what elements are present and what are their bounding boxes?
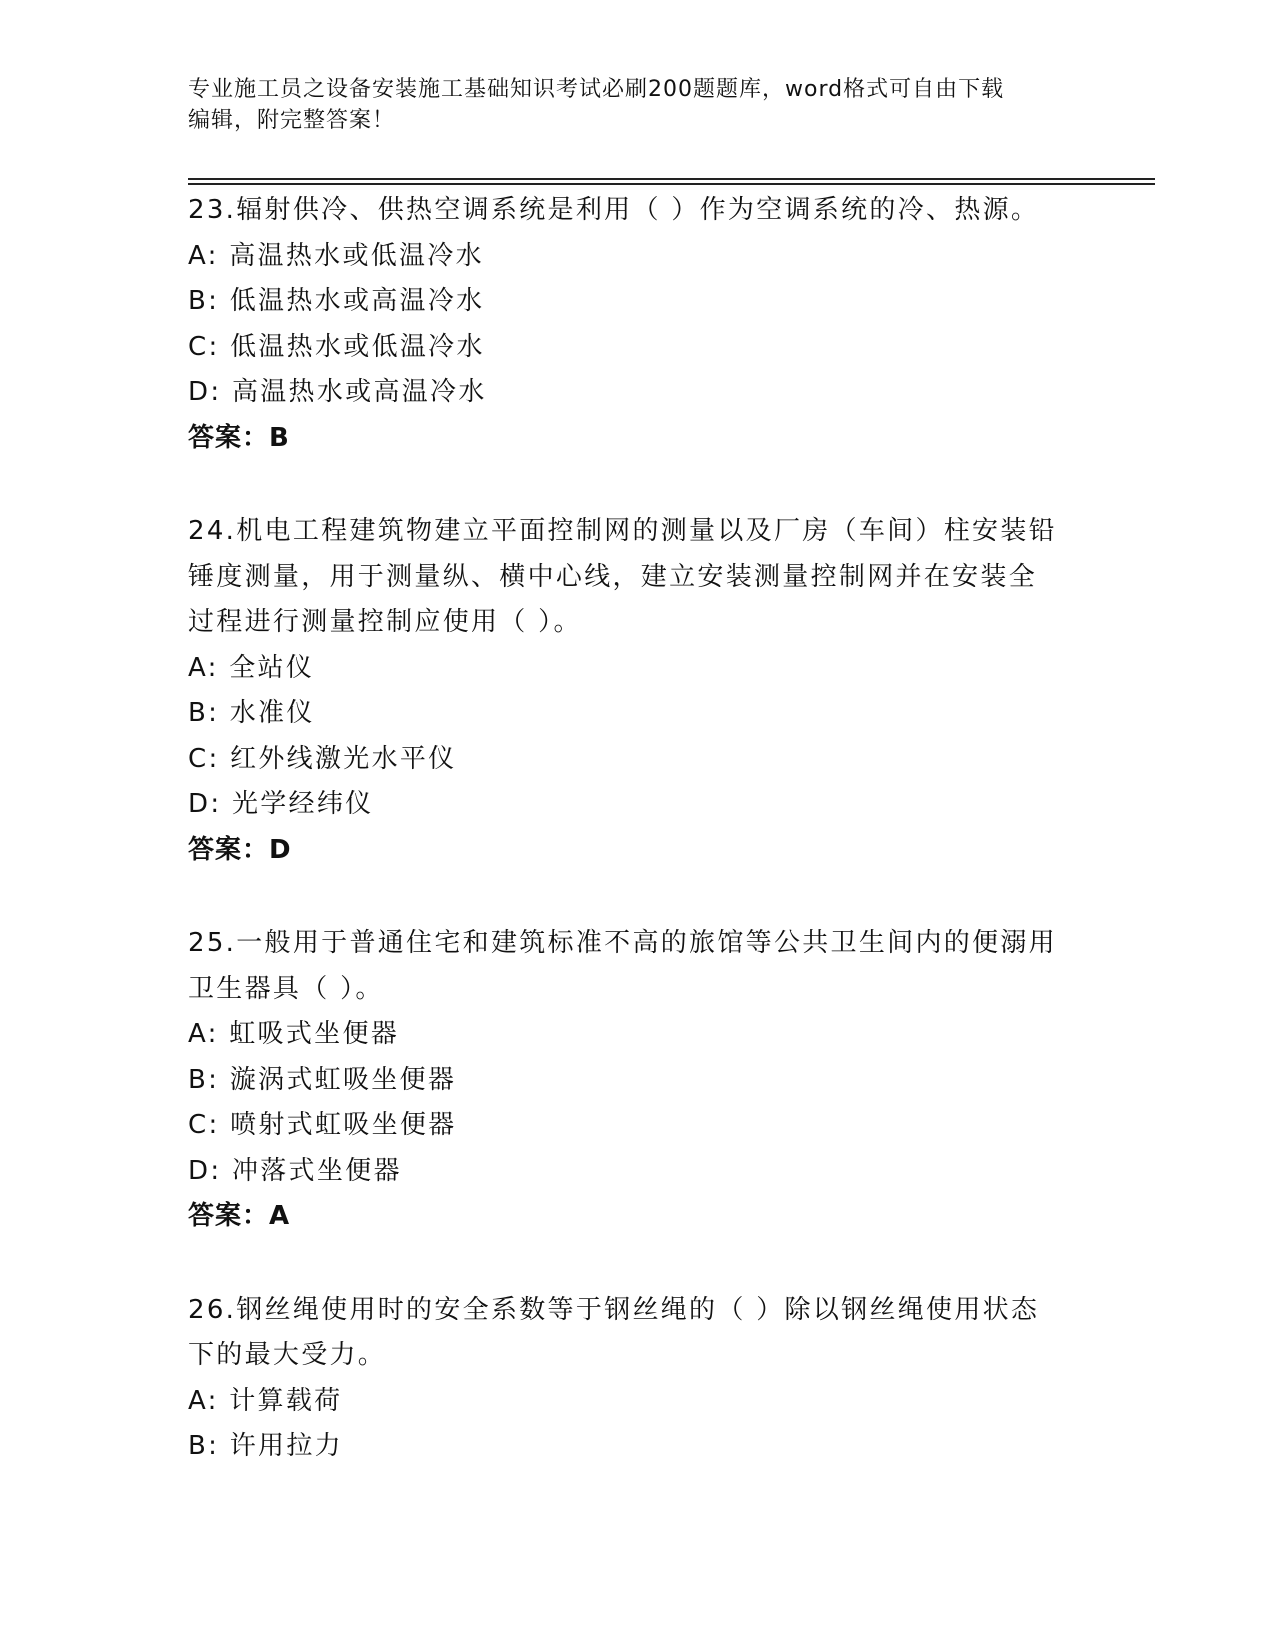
- option-c: C: 红外线激光水平仪: [188, 743, 457, 774]
- answer: 答案：D: [188, 834, 292, 865]
- question-stem-line: 24.机电工程建筑物建立平面控制网的测量以及厂房（车间）柱安装铅: [188, 516, 1057, 546]
- document-header: [188, 74, 1088, 136]
- question-stem-line: 26.钢丝绳使用时的安全系数等于钢丝绳的（ ）除以钢丝绳使用状态: [188, 1294, 1040, 1325]
- header-line-2: 编辑，附完整答案！: [188, 108, 396, 133]
- option-b: B: 漩涡式虹吸坐便器: [188, 1064, 457, 1095]
- question-24: [188, 509, 1088, 873]
- answer: 答案：B: [188, 422, 290, 453]
- option-c: C: 喷射式虹吸坐便器: [188, 1110, 457, 1140]
- question-25: [188, 921, 1088, 1240]
- option-d: D: 光学经纬仪: [188, 789, 374, 819]
- option-d: D: 高温热水或高温冷水: [188, 377, 487, 407]
- question-26: [188, 1288, 1088, 1470]
- question-stem-line: 锤度测量，用于测量纵、横中心线，建立安装测量控制网并在安装全: [188, 561, 1038, 592]
- option-a: A: 计算载荷: [188, 1385, 343, 1416]
- option-b: B: 许用拉力: [188, 1431, 343, 1461]
- option-a: A: 虹吸式坐便器: [188, 1019, 400, 1049]
- question-stem-line: 卫生器具（ ）。: [188, 973, 384, 1004]
- question-stem-line: 25.一般用于普通住宅和建筑标准不高的旅馆等公共卫生间内的便溺用: [188, 928, 1057, 958]
- question-stem-line: 23.辐射供冷、供热空调系统是利用（ ）作为空调系统的冷、热源。: [188, 195, 1040, 225]
- question-list: [188, 188, 1088, 1518]
- option-d: D: 冲落式坐便器: [188, 1155, 402, 1186]
- question-stem-line: 下的最大受力。: [188, 1340, 387, 1370]
- option-a: A: 全站仪: [188, 652, 315, 683]
- question-23: [188, 188, 1088, 461]
- option-b: B: 水准仪: [188, 698, 315, 728]
- question-stem-line: 过程进行测量控制应使用（ ）。: [188, 607, 582, 637]
- header-divider-bottom: [188, 183, 1155, 185]
- option-a: A: 高温热水或低温冷水: [188, 240, 484, 271]
- option-b: B: 低温热水或高温冷水: [188, 286, 485, 316]
- header-divider-top: [188, 178, 1155, 180]
- option-c: C: 低温热水或低温冷水: [188, 331, 485, 362]
- header-line-1: 专业施工员之设备安装施工基础知识考试必刷200题题库，word格式可自由下载: [188, 77, 1005, 102]
- answer: 答案：A: [188, 1201, 291, 1231]
